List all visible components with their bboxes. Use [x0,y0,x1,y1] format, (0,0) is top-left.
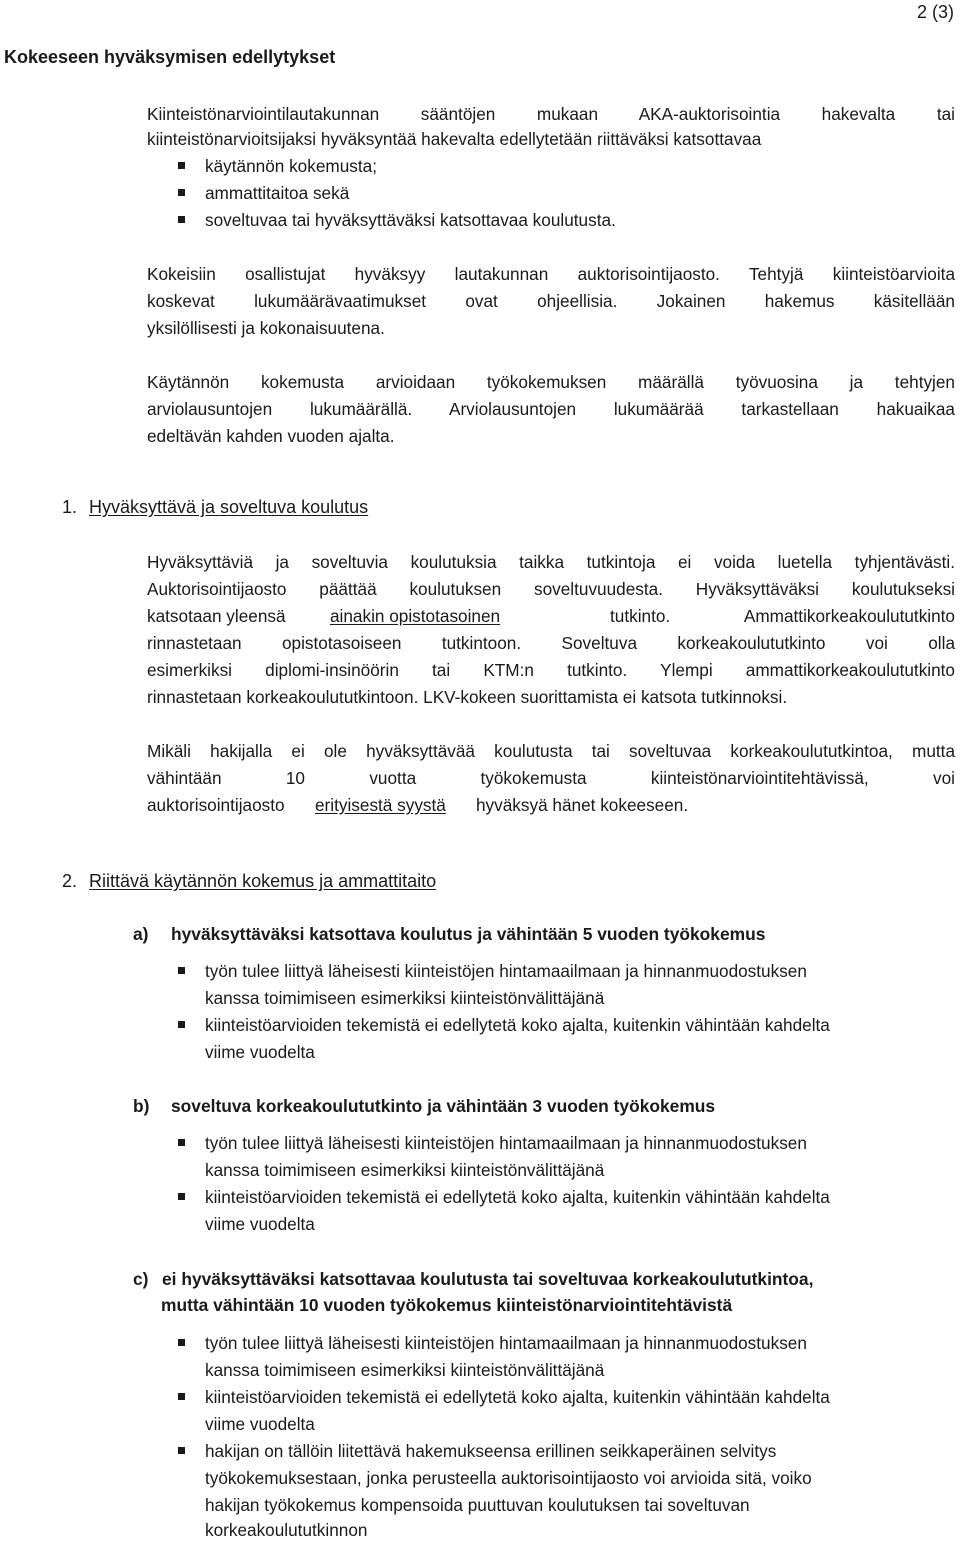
list-item: hakijan työkokemus kompensoida puuttuvan koulutuksen tai soveltuvan [205,1495,750,1515]
bullet-icon [178,216,185,223]
bullet-icon [178,1393,185,1400]
subsection-heading: soveltuva korkeakoulututkinto ja vähintään 3 vuoden työkokemus [171,1096,716,1116]
intro-line: Kiinteistönarviointilautakunnan sääntöjen mukaan AKA-auktorisointia hakevalta tai [147,104,955,124]
section-heading-text: Riittävä käytännön kokemus ja ammattitaito [89,871,437,891]
list-item: työkokemuksestaan, jonka perusteella auktorisointijaosto voi arvioida sitä, voiko [205,1468,812,1488]
list-item: käytännön kokemusta; [205,156,377,176]
list-item: työn tulee liittyä läheisesti kiinteistöjen hintamaailmaan ja hinnanmuodostuksen [205,961,807,981]
bullet-icon [178,1139,185,1146]
page-title: Kokeeseen hyväksymisen edellytykset [4,47,336,67]
section-heading [89,868,436,895]
underlined-text: ainakin opistotasoinen [330,606,501,626]
subsection-heading: hyväksyttäväksi katsottava koulutus ja vähintään 5 vuoden työkokemus [171,924,766,944]
paragraph-line: vähintään 10 vuotta työkokemusta kiinteistönarviointitehtävissä, voi [147,768,955,788]
paragraph-line: arviolausuntojen lukumäärällä. Arviolausuntojen lukumäärää tarkastellaan hakuaikaa [147,399,955,419]
list-item: kiinteistöarvioiden tekemistä ei edellytetä koko ajalta, kuitenkin vähintään kahdelta [205,1015,830,1035]
paragraph-line: koskevat lukumäärävaatimukset ovat ohjeellisia. Jokainen hakemus käsitellään [147,291,955,311]
subsection-label: a) [133,924,149,944]
paragraph-line: esimerkiksi diplomi-insinöörin tai KTM:n tutkinto. Ylempi ammattikorkeakoulututkinto [147,660,955,680]
paragraph-line: yksilöllisesti ja kokonaisuutena. [147,318,385,338]
paragraph-line: tutkinto. Ammattikorkeakoulututkinto [610,606,955,626]
underlined-phrase [315,792,446,819]
list-item: kiinteistöarvioiden tekemistä ei edellytetä koko ajalta, kuitenkin vähintään kahdelta [205,1387,830,1407]
section-number: 2. [62,871,78,891]
bullet-icon [178,189,185,196]
bullet-icon [178,967,185,974]
underlined-text: erityisestä syystä [315,795,446,815]
list-item: viime vuodelta [205,1414,315,1434]
list-item: ammattitaitoa sekä [205,183,350,203]
paragraph-line: auktorisointijaosto [147,795,285,815]
list-item: viime vuodelta [205,1214,315,1234]
paragraph-line: hyväksyä hänet kokeeseen. [476,795,689,815]
paragraph-line: Kokeisiin osallistujat hyväksyy lautakunnan auktorisointijaosto. Tehtyjä kiinteistöarvioita [147,264,955,284]
paragraph-line: Auktorisointijaosto päättää koulutuksen soveltuvuudesta. Hyväksyttäväksi koulutukseksi [147,579,955,599]
section-heading-text: Hyväksyttävä ja soveltuva koulutus [89,497,369,517]
subsection-heading: ei hyväksyttäväksi katsottavaa koulutusta tai soveltuvaa korkeakoulututkintoa, [162,1269,814,1289]
paragraph-line: Mikäli hakijalla ei ole hyväksyttävää koulutusta tai soveltuvaa korkeakoulututkintoa, mutta [147,741,955,761]
paragraph-line: rinnastetaan opistotasoiseen tutkintoon. Soveltuva korkeakoulututkinto voi olla [147,633,955,653]
list-item: kanssa toimimiseen esimerkiksi kiinteistönvälittäjänä [205,1160,605,1180]
bullet-icon [178,1447,185,1454]
underlined-phrase [330,603,500,630]
list-item: hakijan on tällöin liitettävä hakemukseensa erillinen seikkaperäinen selvitys [205,1441,777,1461]
subsection-label: b) [133,1096,150,1116]
intro-line: kiinteistönarvioitsijaksi hyväksyntää hakevalta edellytetään riittäväksi katsottavaa [147,129,762,149]
list-item: työn tulee liittyä läheisesti kiinteistöjen hintamaailmaan ja hinnanmuodostuksen [205,1333,807,1353]
bullet-icon [178,162,185,169]
list-item: työn tulee liittyä läheisesti kiinteistöjen hintamaailmaan ja hinnanmuodostuksen [205,1133,807,1153]
paragraph-line: rinnastetaan korkeakoulututkintoon. LKV-kokeen suorittamista ei katsota tutkinnoksi. [147,687,788,707]
bullet-icon [178,1193,185,1200]
paragraph-line: Käytännön kokemusta arvioidaan työkokemuksen määrällä työvuosina ja tehtyjen [147,372,955,392]
paragraph-line: edeltävän kahden vuoden ajalta. [147,426,395,446]
page-number: 2 (3) [916,2,954,22]
list-item: soveltuvaa tai hyväksyttäväksi katsottavaa koulutusta. [205,210,616,230]
list-item: korkeakoulututkinnon [205,1520,368,1540]
list-item: kanssa toimimiseen esimerkiksi kiinteistönvälittäjänä [205,988,605,1008]
paragraph-line: Hyväksyttäviä ja soveltuvia koulutuksia taikka tutkintoja ei voida luetella tyhjentävästi. [147,552,955,572]
list-item: kanssa toimimiseen esimerkiksi kiinteistönvälittäjänä [205,1360,605,1380]
list-item: kiinteistöarvioiden tekemistä ei edellytetä koko ajalta, kuitenkin vähintään kahdelta [205,1187,830,1207]
subsection-label: c) [133,1269,149,1289]
bullet-icon [178,1021,185,1028]
list-item: viime vuodelta [205,1042,315,1062]
bullet-icon [178,1339,185,1346]
subsection-heading: mutta vähintään 10 vuoden työkokemus kiinteistönarviointitehtävistä [161,1295,733,1315]
section-heading [89,494,368,521]
paragraph-line: katsotaan yleensä [147,606,286,626]
section-number: 1. [62,497,78,517]
